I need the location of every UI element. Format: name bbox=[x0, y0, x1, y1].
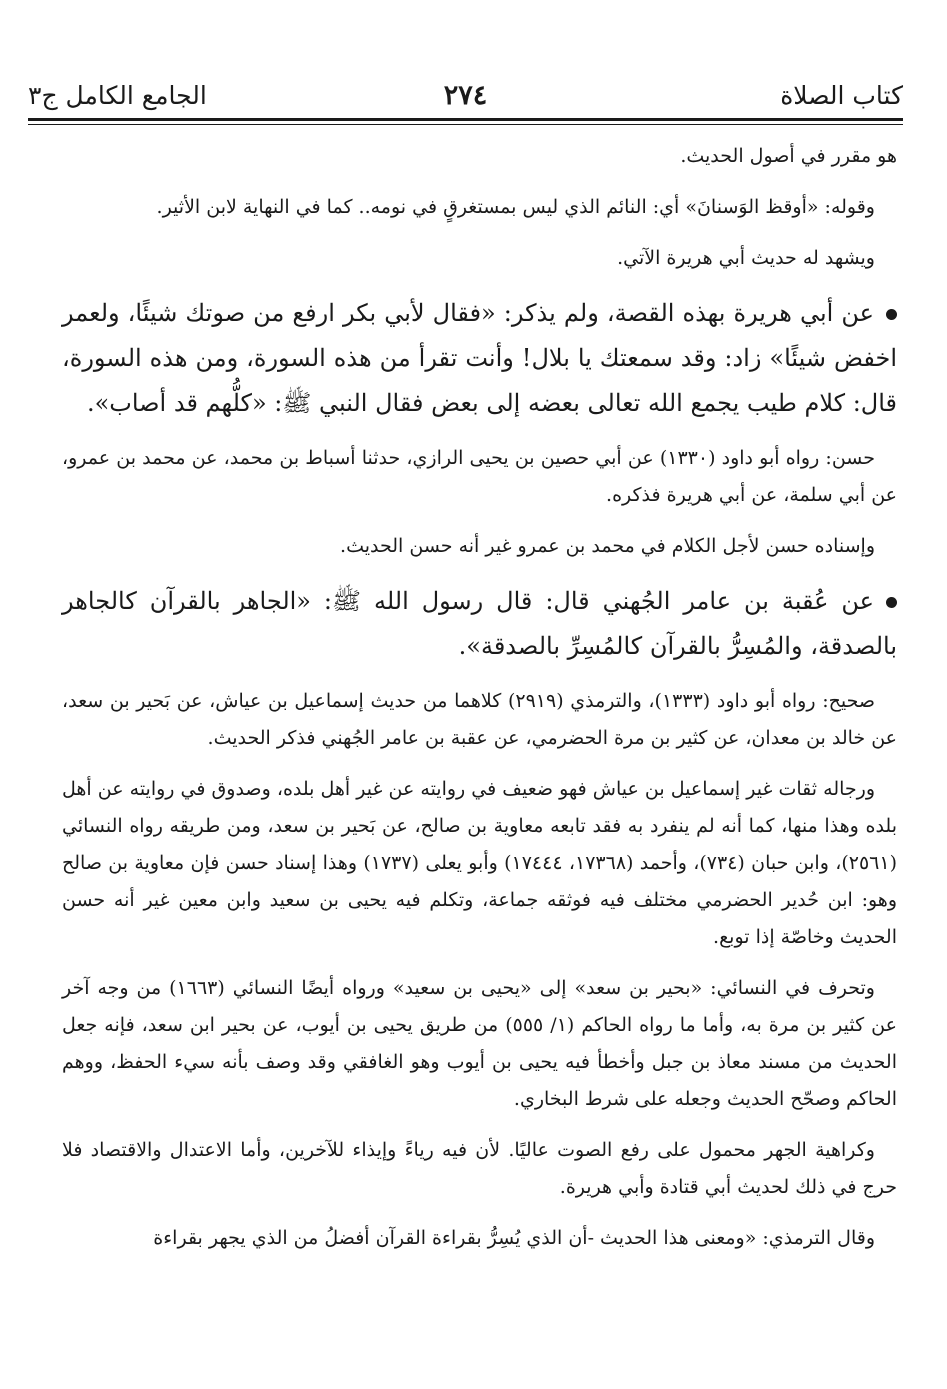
hadith-paragraph bbox=[62, 579, 897, 669]
hadith-text: عن عُقبة بن عامر الجُهني قال: قال رسول الله ﷺ: «الجاهر بالقرآن كالجاهر بالصدقة، والمُسِرُّ بالقرآن كالمُسِرِّ بالصدقة». bbox=[62, 587, 897, 660]
bullet-icon bbox=[886, 597, 897, 608]
bullet-icon bbox=[886, 309, 897, 320]
paragraph-note: وقال الترمذي: «ومعنى هذا الحديث -أن الذي يُسِرُّ بقراءة القرآن أفضلُ من الذي يجهر بقراءة bbox=[153, 1227, 875, 1249]
paragraph-note: ورجاله ثقات غير إسماعيل بن عياش فهو ضعيف في روايته عن غير أهل بلده، وصدوق في روايته عن أهل بلده وهذا منها، كما أنه لم ينفرد به فقد تابعه معاوية بن صالح، عن بَحير بن سعد، ومن طريقه رواه النسائي (٢٥٦١)، وابن حبان (٧٣٤)، وأحمد (١٧٣٦٨، ١٧٤٤٤) وأبو يعلى (١٧٣٧) وهذا إسناد حسن فإن معاوية بن صالح وهو: ابن حُدير الحضرمي مختلف فيه فوثقه جماعة، وتكلم فيه يحيى بن سعيد وابن معين غير أنه حسن الحديث وخاصّة إذا توبع. bbox=[62, 778, 897, 948]
page-header bbox=[28, 78, 903, 118]
paragraph-note: وقوله: «أوقظ الوَسنانَ» أي: النائم الذي ليس بمستغرقٍ في نومه.. كما في النهاية لابن الأثير. bbox=[156, 196, 875, 218]
volume-title: الجامع الكامل ج٣ bbox=[28, 81, 207, 110]
book-title: كتاب الصلاة bbox=[780, 81, 903, 110]
paragraph-note: صحيح: رواه أبو داود (١٣٣٣)، والترمذي (٢٩١٩) كلاهما من حديث إسماعيل بن عياش، عن بَحير بن سعد، عن خالد بن معدان، عن كثير بن مرة الحضرمي، عن عقبة بن عامر الجُهني فذكر الحديث. bbox=[62, 690, 897, 749]
paragraph-note: وكراهية الجهر محمول على رفع الصوت عاليًا. لأن فيه رياءً وإيذاء للآخرين، وأما الاعتدال والاقتصاد فلا حرج في ذلك لحديث أبي قتادة وأبي هريرة. bbox=[62, 1139, 897, 1198]
paragraph-note: وتحرف في النسائي: «بحير بن سعد» إلى «يحيى بن سعيد» ورواه أيضًا النسائي (١٦٦٣) من وجه آخر عن كثير بن مرة به، وأما ما رواه الحاكم (١/ ٥٥٥) من طريق يحيى بن أيوب، عن بحير ابن سعد، فإنه جعل الحديث من مسند معاذ بن جبل وأخطأ فيه يحيى بن أيوب وهو الغافقي وقد وصف بأنه سيء الحفظ، ووهم الحاكم وصحّح الحديث وجعله على شرط البخاري. bbox=[62, 977, 897, 1110]
hadith-text: عن أبي هريرة بهذه القصة، ولم يذكر: «فقال لأبي بكر ارفع من صوتك شيئًا، ولعمر اخفض شيئًا» زاد: وقد سمعتك يا بلال! وأنت تقرأ من هذه السورة، ومن هذه السورة، قال: كلام طيب يجمع الله تعالى بعضه إلى بعض فقال النبي ﷺ: «كلُّهم قد أصاب». bbox=[62, 299, 897, 417]
hadith-paragraph bbox=[62, 291, 897, 426]
page-body bbox=[62, 138, 897, 1271]
paragraph-note: ويشهد له حديث أبي هريرة الآتي. bbox=[617, 247, 875, 269]
paragraph-note: هو مقرر في أصول الحديث. bbox=[680, 145, 897, 167]
header-rule-thin bbox=[28, 124, 903, 125]
header-rule-thick bbox=[28, 118, 903, 121]
page-number: ٢٧٤ bbox=[443, 80, 488, 111]
paragraph-note: حسن: رواه أبو داود (١٣٣٠) عن أبي حصين بن يحيى الرازي، حدثنا أسباط بن محمد، عن محمد بن عمرو، عن أبي سلمة، عن أبي هريرة فذكره. bbox=[62, 447, 897, 506]
paragraph-note: وإسناده حسن لأجل الكلام في محمد بن عمرو غير أنه حسن الحديث. bbox=[340, 535, 875, 557]
